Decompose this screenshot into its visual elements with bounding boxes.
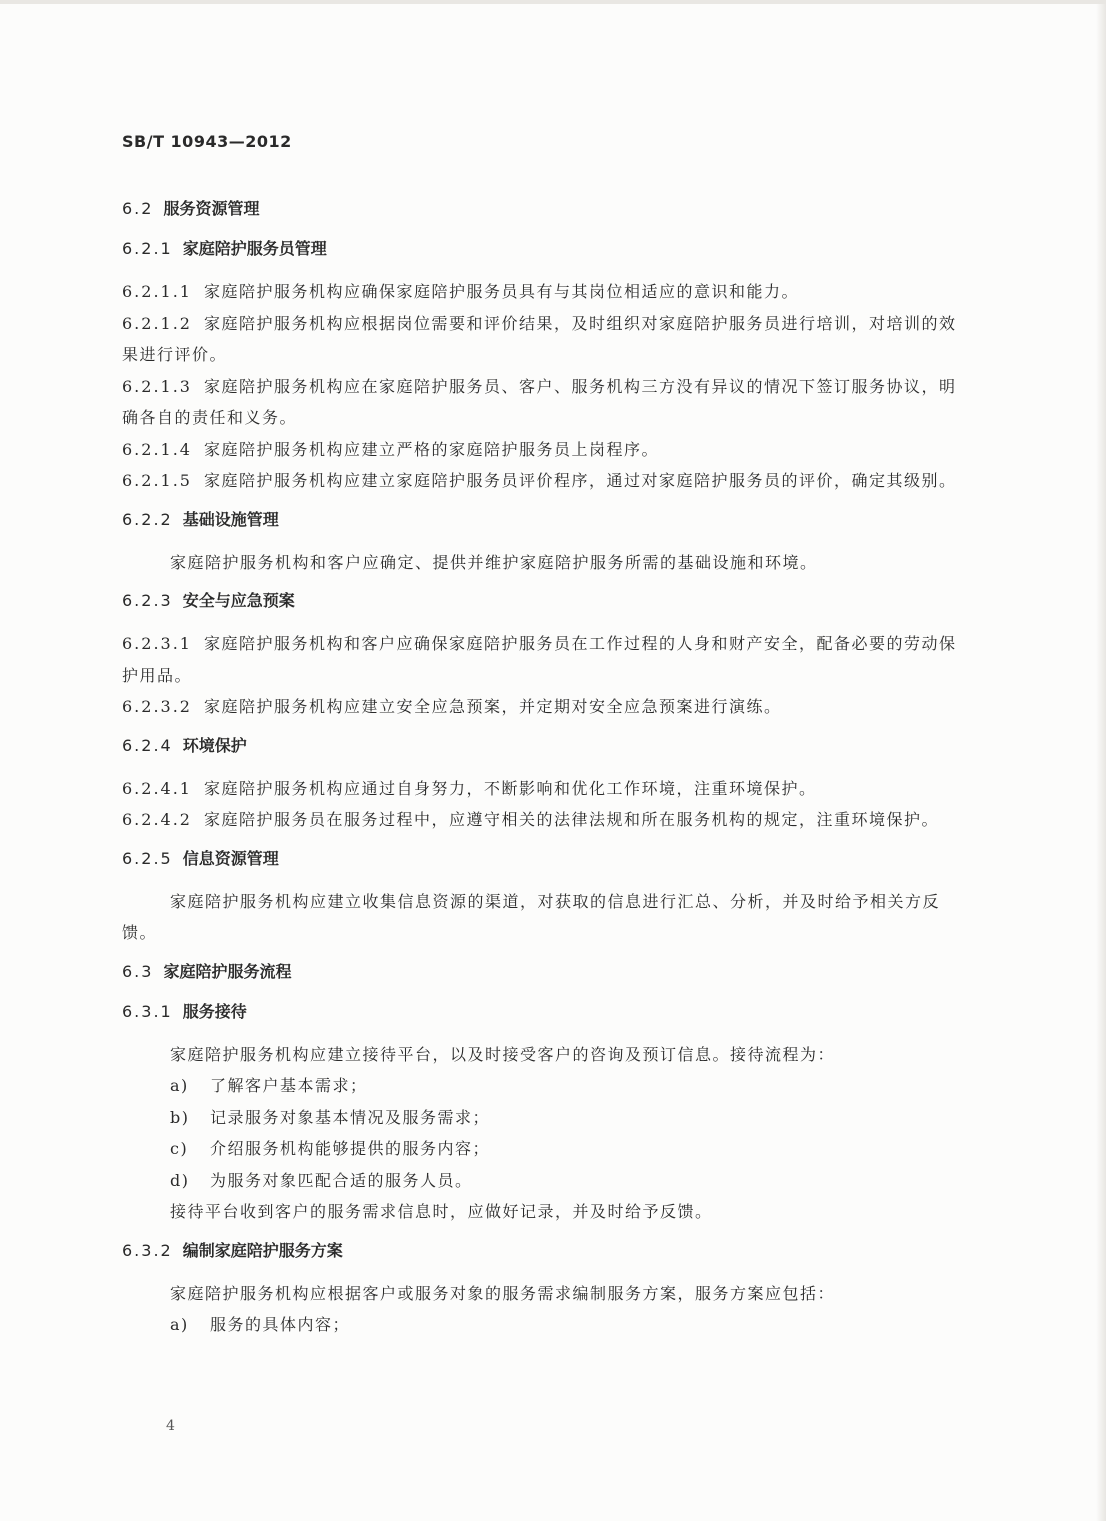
clause-6-2-1-5 — [122, 465, 972, 497]
section-6-2-2-body — [122, 547, 972, 579]
paragraph-6-3-1-intro: 家庭陪护服务机构应建立接待平台，以及时接受客户的咨询及预订信息。接待流程为： — [170, 1044, 836, 1064]
paragraph-6-2-2: 家庭陪护服务机构和客户应确定、提供并维护家庭陪护服务所需的基础设施和环境。 — [170, 552, 818, 572]
clause-text: 家庭陪护服务机构应建立严格的家庭陪护服务员上岗程序。 — [203, 439, 659, 459]
clause-number: 6.2.1.2 — [122, 313, 192, 333]
scan-top-edge — [0, 0, 1106, 4]
standard-code-header: SB/T 10943—2012 — [122, 132, 292, 151]
clause-number: 6.2.4.2 — [122, 810, 192, 829]
paragraph-6-2-5: 家庭陪护服务机构应建立收集信息资源的渠道，对获取的信息进行汇总、分析，并及时给予相关方反馈。 — [122, 891, 941, 942]
section-number: 6.2.2 — [122, 509, 173, 529]
section-number: 6.2.5 — [122, 848, 173, 868]
section-title: 家庭陪护服务员管理 — [182, 239, 327, 258]
section-number: 6.2.1 — [122, 239, 173, 258]
section-6-2-4-clauses — [122, 773, 972, 836]
section-6-2-1-heading — [122, 236, 972, 262]
section-6-2-5-body — [122, 886, 972, 949]
section-6-3-2-body — [122, 1278, 972, 1341]
clause-6-2-4-1 — [122, 773, 972, 805]
section-title: 编制家庭陪护服务方案 — [182, 1240, 343, 1260]
section-6-2-heading — [122, 196, 972, 222]
section-title: 服务接待 — [182, 1001, 247, 1021]
clause-number: 6.2.3.2 — [122, 697, 192, 716]
section-6-3-2-heading — [122, 1238, 972, 1264]
list-item-text: 记录服务对象基本情况及服务需求； — [210, 1107, 491, 1127]
clause-6-2-4-2 — [122, 804, 972, 836]
section-6-3-1-heading — [122, 999, 972, 1025]
section-6-2-3-heading — [122, 588, 972, 614]
scan-right-edge — [1096, 0, 1106, 1521]
section-title: 安全与应急预案 — [182, 591, 295, 610]
list-item-text: 介绍服务机构能够提供的服务内容； — [210, 1139, 491, 1158]
section-title: 环境保护 — [182, 735, 247, 755]
clause-number: 6.2.1.1 — [122, 282, 192, 301]
section-number: 6.3.2 — [122, 1240, 173, 1260]
section-number: 6.3 — [122, 961, 154, 981]
clause-6-2-1-3 — [122, 371, 972, 434]
section-title: 信息资源管理 — [182, 848, 279, 868]
list-item-marker: a) — [170, 1315, 189, 1334]
list-item-marker: c) — [170, 1139, 189, 1158]
list-item-marker: b) — [170, 1107, 190, 1127]
list-item — [122, 1309, 972, 1341]
list-item-text: 服务的具体内容； — [210, 1315, 351, 1334]
document-body — [122, 196, 972, 1351]
section-number: 6.2.3 — [122, 591, 173, 610]
section-6-2-3-clauses — [122, 628, 972, 723]
paragraph-6-3-1-closing: 接待平台收到客户的服务需求信息时，应做好记录，并及时给予反馈。 — [170, 1202, 713, 1221]
clause-text: 家庭陪护服务机构应根据岗位需要和评价结果，及时组织对家庭陪护服务员进行培训，对培训的效果进行评价。 — [122, 313, 957, 364]
clause-6-2-1-4 — [122, 434, 972, 466]
service-plan-list — [122, 1309, 972, 1341]
clause-number: 6.2.1.3 — [122, 376, 192, 396]
list-item — [122, 1133, 972, 1165]
clause-text: 家庭陪护服务机构应建立安全应急预案，并定期对安全应急预案进行演练。 — [203, 697, 782, 716]
list-item — [122, 1165, 972, 1197]
section-title: 基础设施管理 — [182, 509, 279, 529]
list-item-text: 了解客户基本需求； — [210, 1076, 368, 1095]
section-6-2-5-heading — [122, 846, 972, 872]
clause-number: 6.2.3.1 — [122, 634, 192, 653]
clause-text: 家庭陪护服务机构应建立家庭陪护服务员评价程序，通过对家庭陪护服务员的评价，确定其级别。 — [203, 471, 957, 490]
list-item-text: 为服务对象匹配合适的服务人员。 — [210, 1170, 473, 1190]
clause-6-2-3-2 — [122, 691, 972, 723]
list-item — [122, 1070, 972, 1102]
section-number: 6.2.4 — [122, 735, 173, 755]
clause-text: 家庭陪护服务员在服务过程中，应遵守相关的法律法规和所在服务机构的规定，注重环境保护。 — [203, 810, 939, 829]
page-number: 4 — [166, 1418, 175, 1434]
clause-text: 家庭陪护服务机构应确保家庭陪护服务员具有与其岗位相适应的意识和能力。 — [203, 282, 799, 301]
clause-number: 6.2.4.1 — [122, 778, 192, 798]
section-number: 6.2 — [122, 199, 154, 218]
paragraph-6-3-2-intro: 家庭陪护服务机构应根据客户或服务对象的服务需求编制服务方案，服务方案应包括： — [170, 1283, 836, 1303]
clause-6-2-3-1 — [122, 628, 972, 691]
clause-6-2-1-2 — [122, 308, 972, 371]
list-item — [122, 1102, 972, 1134]
section-6-3-heading — [122, 959, 972, 985]
clause-text: 家庭陪护服务机构和客户应确保家庭陪护服务员在工作过程的人身和财产安全，配备必要的劳动保护用品。 — [122, 634, 957, 685]
clause-text: 家庭陪护服务机构应通过自身努力，不断影响和优化工作环境，注重环境保护。 — [203, 778, 817, 798]
list-item-marker: d) — [170, 1170, 190, 1190]
section-6-2-1-clauses — [122, 276, 972, 497]
reception-steps-list — [122, 1070, 972, 1196]
clause-text: 家庭陪护服务机构应在家庭陪护服务员、客户、服务机构三方没有异议的情况下签订服务协议，明确各自的责任和义务。 — [122, 376, 957, 427]
section-6-2-2-heading — [122, 507, 972, 533]
section-title: 服务资源管理 — [163, 199, 260, 218]
section-6-2-4-heading — [122, 733, 972, 759]
list-item-marker: a) — [170, 1076, 189, 1095]
section-title: 家庭陪护服务流程 — [163, 961, 292, 981]
clause-6-2-1-1 — [122, 276, 972, 308]
section-number: 6.3.1 — [122, 1001, 173, 1021]
clause-number: 6.2.1.5 — [122, 471, 192, 490]
clause-number: 6.2.1.4 — [122, 439, 192, 459]
section-6-3-1-body — [122, 1039, 972, 1228]
